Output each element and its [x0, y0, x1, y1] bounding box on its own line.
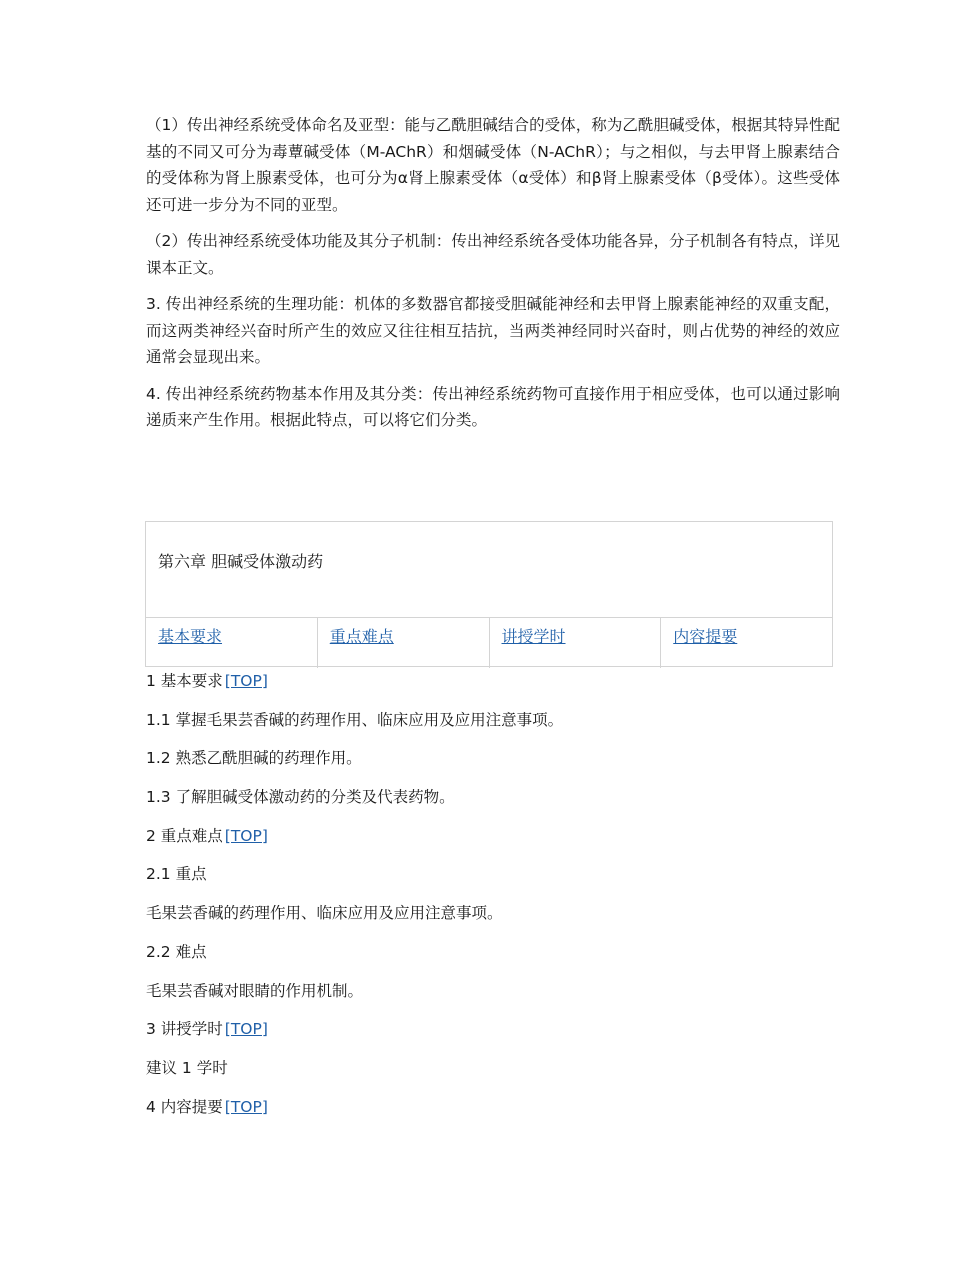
- top-link[interactable]: [TOP]: [224, 1097, 268, 1116]
- requirement-item: 1.2 熟悉乙酰胆碱的药理作用。: [146, 749, 362, 768]
- toc-link-key-points[interactable]: 重点难点: [329, 627, 394, 646]
- hours-text: 建议 1 学时: [146, 1058, 228, 1077]
- subheading-key-point: 2.1 重点: [146, 865, 207, 884]
- requirement-item: 1.1 掌握毛果芸香碱的药理作用、临床应用及应用注意事项。: [146, 710, 564, 729]
- toc-cell-hours: [490, 618, 662, 668]
- top-link[interactable]: [TOP]: [224, 672, 268, 690]
- toc-cell-key-points: [318, 618, 490, 668]
- toc-cell-requirements: [146, 618, 318, 668]
- section-heading-text: 2 重点难点: [146, 826, 223, 845]
- toc-link-row: [146, 617, 832, 668]
- paragraph-receptor-function: （2）传出神经系统受体功能及其分子机制：传出神经系统各受体功能各异，分子机制各有特点，详见课本正文。: [146, 232, 840, 277]
- section-heading-text: 1 基本要求: [146, 672, 223, 690]
- paragraph-physiological-function: 3. 传出神经系统的生理功能：机体的多数器官都接受胆碱能神经和去甲肾上腺素能神经的双重支配，而这两类神经兴奋时所产生的效应又往往相互拮抗，当两类神经同时兴奋时，则占优势的神经的效应通常会显现出来。: [146, 295, 840, 366]
- chapter-sections: [146, 669, 840, 1133]
- section-heading-summary: [146, 1095, 840, 1134]
- top-link[interactable]: [TOP]: [224, 826, 268, 845]
- chapter-title: 第六章 胆碱受体激动药: [158, 552, 324, 571]
- top-link[interactable]: [TOP]: [224, 1020, 268, 1039]
- difficulty-text: 毛果芸香碱对眼睛的作用机制。: [146, 981, 364, 1000]
- toc-link-requirements[interactable]: 基本要求: [158, 627, 223, 646]
- chapter-toc-table: [145, 521, 833, 667]
- toc-link-hours[interactable]: 讲授学时: [501, 627, 566, 646]
- section-heading-text: 4 内容提要: [146, 1097, 223, 1116]
- toc-cell-summary: [661, 618, 832, 668]
- section-heading-key-points: [146, 824, 840, 863]
- subheading-difficulty: 2.2 难点: [146, 942, 207, 961]
- paragraph-receptor-naming: （1）传出神经系统受体命名及亚型：能与乙酰胆碱结合的受体，称为乙酰胆碱受体，根据其特异性配基的不同又可分为毒蕈碱受体（M-AChR）和烟碱受体（N-AChR）；与之相似，与去甲肾上腺素结合的受体称为肾上腺素受体，也可分为α肾上腺素受体（α受体）和β肾上腺素受体（β受体）。这些受体还可进一步分为不同的亚型。: [146, 116, 840, 214]
- section-heading-hours: [146, 1017, 840, 1056]
- section-heading-text: 3 讲授学时: [146, 1020, 223, 1039]
- toc-link-summary[interactable]: 内容提要: [673, 627, 738, 646]
- requirement-item: 1.3 了解胆碱受体激动药的分类及代表药物。: [146, 788, 455, 807]
- key-point-text: 毛果芸香碱的药理作用、临床应用及应用注意事项。: [146, 904, 503, 923]
- paragraph-drug-classification: 4. 传出神经系统药物基本作用及其分类：传出神经系统药物可直接作用于相应受体，也可以通过影响递质来产生作用。根据此特点，可以将它们分类。: [146, 384, 840, 429]
- section-heading-requirements: [146, 669, 840, 708]
- intro-paragraphs: [146, 112, 840, 444]
